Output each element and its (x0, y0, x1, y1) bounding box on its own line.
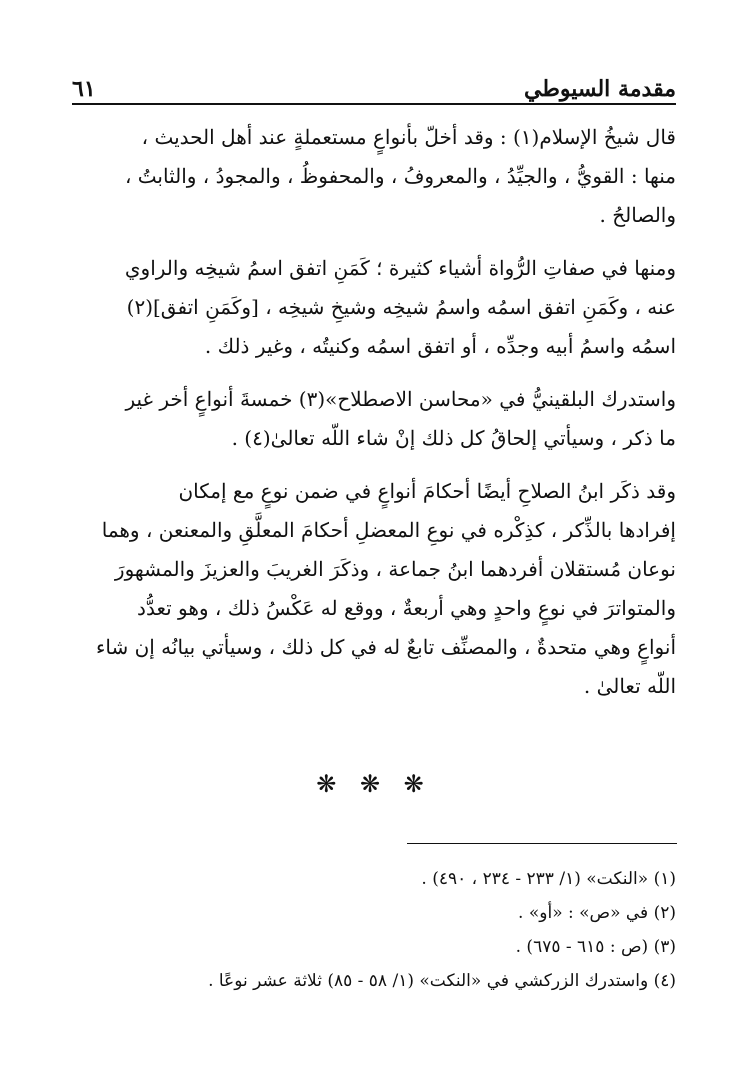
page-header (72, 62, 676, 102)
text-line: نوعان مُستقلان أفردهما ابنُ جماعة ، وذكَرَ الغريبَ والعزيزَ والمشهورَ (114, 557, 676, 581)
paragraph (72, 380, 676, 458)
text-line: ما ذكر ، وسيأتي إلحاقُ كل ذلك إنْ شاء اللّه تعالىٰ(٤) . (231, 426, 676, 450)
footnote: (٣) (ص : ٦١٥ - ٦٧٥) . (515, 937, 676, 957)
text-line: اللّه تعالىٰ . (583, 674, 676, 698)
page-number: ٦١ (72, 76, 96, 102)
footnote: (١) «النكت» (١/ ٢٣٣ - ٢٣٤ ، ٤٩٠) . (421, 869, 676, 889)
text-line: منها : القويُّ ، والجيِّدُ ، والمعروفُ ، والمحفوظُ ، والمجودُ ، والثابتُ ، (124, 164, 676, 188)
text-line: قال شيخُ الإسلام(١) : وقد أخلّ بأنواعٍ مستعملةٍ عند أهل الحديث ، (141, 125, 676, 149)
footnote: (٤) واستدرك الزركشي في «النكت» (١/ ٥٨ - ٨٥) ثلاثة عشر نوعًا . (208, 971, 676, 991)
footnote: (٢) في «ص» : «أو» . (518, 903, 676, 923)
footnote-rule (407, 843, 677, 844)
main-text (72, 118, 676, 720)
paragraph (72, 472, 676, 706)
running-title: مقدمة السيوطي (524, 76, 676, 102)
text-line: والصالحُ . (599, 203, 676, 227)
text-line: والمتواترَ في نوعٍ واحدٍ وهي أربعةٌ ، ووقع له عَكْسُ ذلك ، وهو تعدُّد (137, 596, 676, 620)
text-line: عنه ، وكَمَنِ اتفق اسمُه واسمُ شيخِه وشيخِ شيخِه ، [وكَمَنِ اتفق](٢) (126, 295, 676, 319)
text-line: إفرادها بالذِّكر ، كذِكْره في نوعِ المعضلِ أحكامَ المعلَّقِ والمعنعن ، وهما (101, 518, 676, 542)
text-line: ومنها في صفاتِ الرُّواة أشياء كثيرة ؛ كَمَنِ اتفق اسمُ شيخِه والراوي (124, 256, 676, 280)
paragraph (72, 249, 676, 366)
text-line: اسمُه واسمُ أبيه وجدِّه ، أو اتفق اسمُه وكنيتُه ، وغير ذلك . (204, 334, 676, 358)
text-line: واستدرك البلقينيُّ في «محاسن الاصطلاح»(٣) خمسةَ أنواعٍ أخر غير (125, 387, 676, 411)
text-line: أنواعٍ وهي متحدةٌ ، والمصنِّف تابعٌ له في كل ذلك ، وسيأتي بيانُه إن شاء (95, 635, 676, 659)
footnotes (72, 862, 676, 998)
text-line: وقد ذكَر ابنُ الصلاحِ أيضًا أحكامَ أنواعٍ في ضمن نوعٍ مع إمكان (178, 479, 676, 503)
paragraph (72, 118, 676, 235)
section-separator: ❋ ❋ ❋ (316, 770, 432, 798)
header-rule (72, 103, 676, 105)
